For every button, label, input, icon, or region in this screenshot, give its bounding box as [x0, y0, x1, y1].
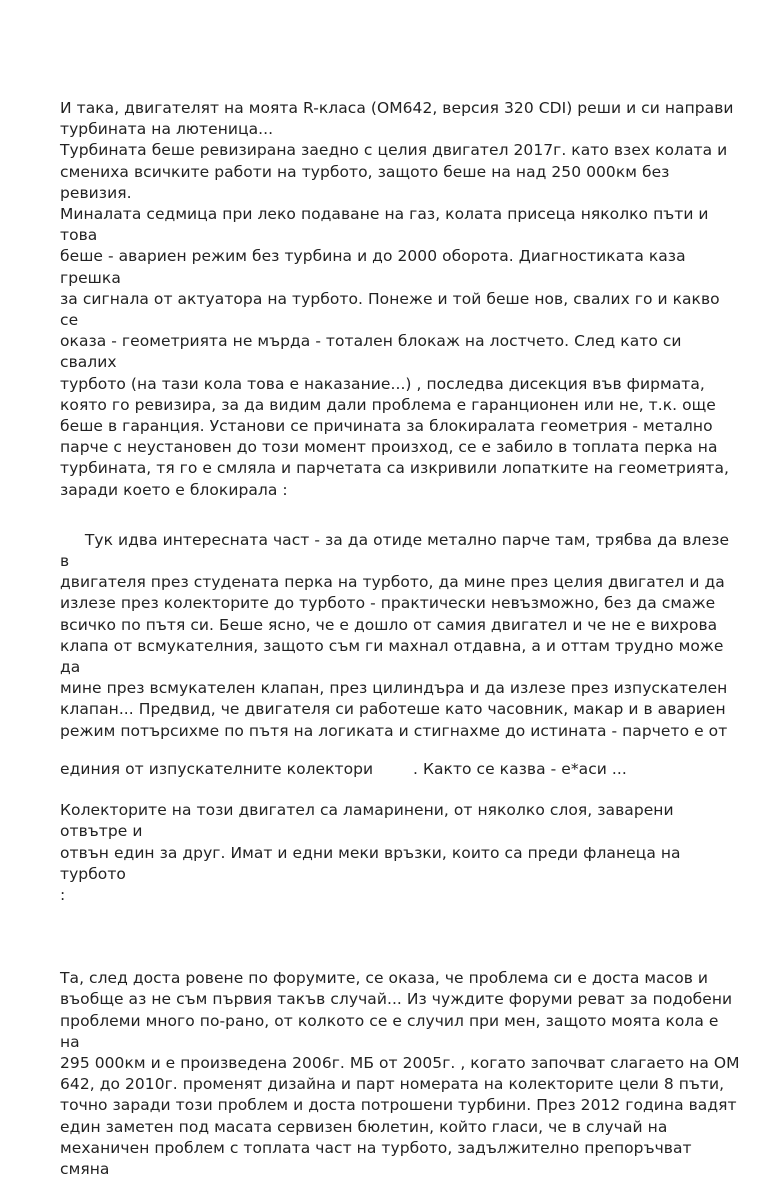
paragraph-intro: И така, двигателят на моята R-класа (OM642, версия 320 CDI) реши и си направи турбината на лютеница... Турбината беше ревизирана заедно с целия двигател 2017г. като взех колата и смениха всичките работи на турбото, защото беше на над 250 000км без ревизия. Миналата седмица при леко подаване на газ, колата присеца няколко пъти и това беше - авариен режим без турбина и до 2000 оборота. Диагностиката каза грешка за сигнала от актуатора на турбото. Понеже и той беше нов, свалих го и какво се оказа - геометрията не мърда - тотален блокаж на лостчето. След като си свалих турбото (на тази кола това е наказание...) , последва дисекция във фирмата, която го ревизира, за да видим дали проблема е гаранционен или не, т.к. още беше в гаранция. Установи се причината за блокиралата геометрия - метално парче с неустановен до този момент произход, се е забило в топлата перка на турбината, тя го е смляла и парчетата са изкривили лопатките на геометрията, заради което е блокирала :: [60, 99, 734, 499]
paragraph-interesting-part: Тук идва интересната част - за да отиде метално парче там, трябва да влезе в двигателя през студената перка на турбото, да мине през целия двигател и да излезе през колекторите до турбото - практически невъзможно, без да смаже всичко по пътя си. Беше ясно, че е дошло от самия двигател и че не е вихрова клапа от всмукателния, защото съм ги махнал отдавна, а и оттам трудно може да мине през всмукателен клапан, през цилиндъра и да излезе през изпускателен клапан... Предвид, че двигателя си работеше като часовник, макар и в авариен режим потърсихме по пътя на логиката и стигнахме до истината - парчето е от: [60, 530, 730, 740]
paragraph-forums: Та, след доста ровене по форумите, се оказа, че проблема си е доста масов и въобще аз не съм първия такъв случай... Из чуждите форуми реват за подобени проблеми много по-рано, от колкото се е случил при мен, защото моята кола е на 295 000км и е произведена 2006г. МБ от 2005г. , когато започват слагаето на ОМ 642, до 2010г. променят дизайна и парт номерата на колекторите цели 8 пъти, точно заради този проблем и доста потрошени турбини. През 2012 година вадят един заметен под масата сервизен бюлетин, който гласи, че в случай на механичен проблем с топлата част на турбото, задължително препоръчват смяна: [60, 969, 740, 1178]
paragraph-collectors: Колекторите на този двигател са ламаринени, от няколко слоя, заварени отвътре и отвън един за друг. Имат и едни меки връзки, които са преди фланеца на турбото :: [60, 801, 681, 904]
paragraph-collector-line: единия от изпускателните колектори . Както се казва - е*аси ...: [60, 759, 627, 778]
document-page: [60, 98, 740, 1180]
